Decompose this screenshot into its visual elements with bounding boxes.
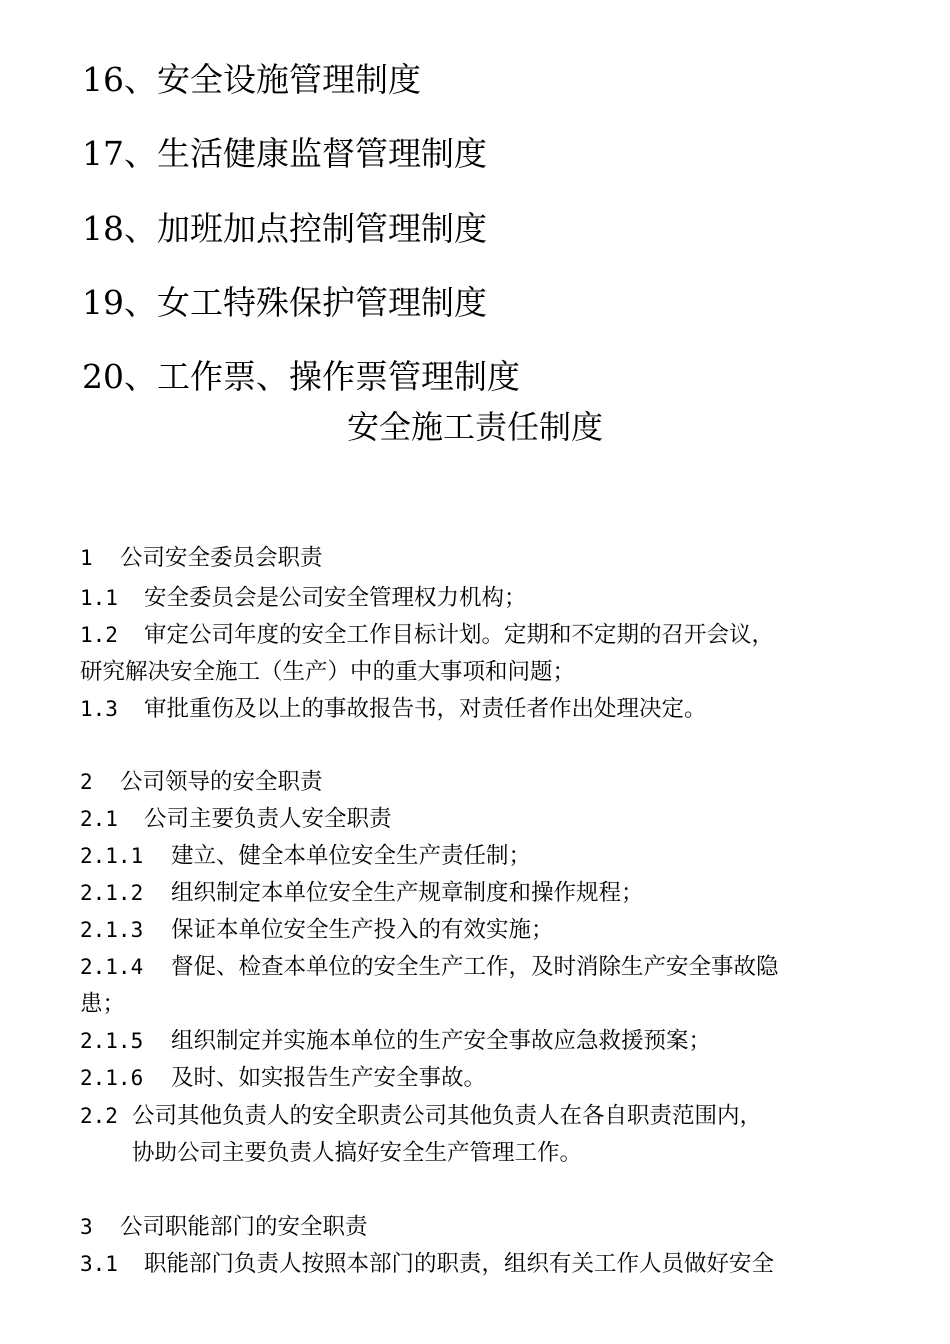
clause [80, 620, 774, 650]
clause [80, 878, 644, 908]
clause-continuation: 协助公司主要负责人搞好安全生产管理工作。 [132, 1140, 583, 1166]
clause-text: 职能部门负责人按照本部门的职责，组织有关工作人员做好安全 [144, 1251, 775, 1277]
clause-text: 安全委员会是公司安全管理权力机构； [144, 585, 527, 611]
clause-number: 2.1.5 [80, 1029, 144, 1053]
clause-number: 2.1 [80, 807, 118, 831]
clause [80, 804, 392, 834]
clause-continuation: 研究解决安全施工（生产）中的重大事项和问题； [80, 659, 576, 685]
clause-text: 组织制定并实施本单位的生产安全事故应急救援预案； [171, 1028, 712, 1054]
clause [80, 841, 531, 871]
page-title: 安全施工责任制度 [346, 408, 603, 446]
list-number: 19、 [82, 283, 157, 322]
clause-number: 1.3 [80, 697, 118, 721]
list-item [82, 357, 520, 397]
clause [80, 1026, 711, 1056]
clause-number: 2.1.2 [80, 881, 144, 905]
list-number: 18、 [82, 209, 157, 248]
list-text: 加班加点控制管理制度 [157, 209, 487, 248]
clause [80, 583, 527, 613]
section-text: 公司安全委员会职责 [120, 545, 323, 571]
clause-number: 3.1 [80, 1252, 118, 1276]
clause [80, 1063, 486, 1093]
clause [80, 1101, 762, 1131]
section-heading [80, 767, 323, 797]
clause-text: 审批重伤及以上的事故报告书，对责任者作出处理决定。 [144, 696, 707, 722]
section-text: 公司职能部门的安全职责 [120, 1214, 368, 1240]
clause [80, 1249, 774, 1279]
list-number: 20、 [82, 357, 157, 396]
list-item [82, 60, 421, 100]
clause-number: 2.1.3 [80, 918, 144, 942]
clause-text: 公司其他负责人的安全职责公司其他负责人在各自职责范围内， [132, 1103, 763, 1129]
clause-text: 保证本单位安全生产投入的有效实施； [171, 917, 554, 943]
list-number: 17、 [82, 134, 157, 173]
clause [80, 694, 707, 724]
section-number: 1 [80, 546, 93, 570]
clause-text: 建立、健全本单位安全生产责任制； [171, 843, 532, 869]
clause-text: 审定公司年度的安全工作目标计划。定期和不定期的召开会议， [144, 622, 775, 648]
clause-number: 2.1.1 [80, 844, 144, 868]
list-text: 工作票、操作票管理制度 [157, 357, 520, 396]
clause-number: 2.1.6 [80, 1066, 144, 1090]
list-text: 生活健康监督管理制度 [157, 134, 487, 173]
clause-number: 1.2 [80, 623, 118, 647]
list-item [82, 283, 487, 323]
list-item [82, 134, 487, 174]
section-number: 3 [80, 1215, 93, 1239]
clause-number: 2.1.4 [80, 955, 144, 979]
clause-text: 及时、如实报告生产安全事故。 [171, 1065, 487, 1091]
section-heading [80, 1212, 368, 1242]
clause-text: 公司主要负责人安全职责 [144, 806, 392, 832]
list-item [82, 209, 487, 249]
section-heading [80, 543, 323, 573]
clause-number: 1.1 [80, 586, 118, 610]
section-text: 公司领导的安全职责 [120, 769, 323, 795]
clause-number: 2.2 [80, 1104, 118, 1128]
section-number: 2 [80, 770, 93, 794]
clause-text: 组织制定本单位安全生产规章制度和操作规程； [171, 880, 644, 906]
list-text: 女工特殊保护管理制度 [157, 283, 487, 322]
clause-text: 督促、检查本单位的安全生产工作，及时消除生产安全事故隐 [171, 954, 779, 980]
list-text: 安全设施管理制度 [157, 60, 421, 99]
clause [80, 952, 779, 982]
clause [80, 915, 554, 945]
clause-continuation: 患； [80, 991, 126, 1017]
list-number: 16、 [82, 60, 157, 99]
